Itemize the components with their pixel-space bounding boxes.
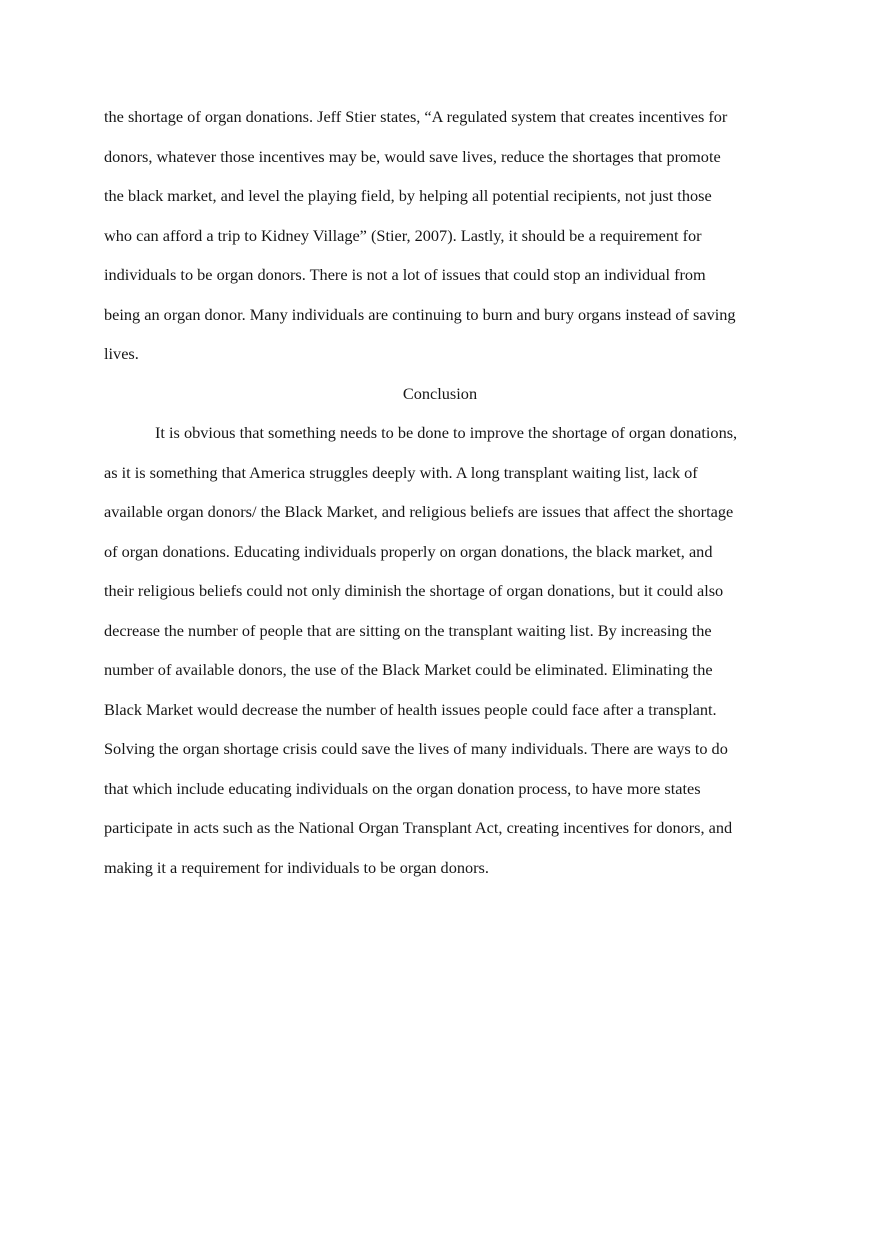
- text-line: being an organ donor. Many individuals are continuing to burn and bury organs instead of saving: [104, 304, 736, 324]
- text-line: individuals to be organ donors. There is not a lot of issues that could stop an individual from: [104, 265, 706, 284]
- text-line: the black market, and level the playing field, by helping all potential recipients, not just those: [104, 186, 712, 205]
- text-line: their religious beliefs could not only diminish the shortage of organ donations, but it could also: [104, 581, 724, 600]
- continued-paragraph: [104, 97, 776, 374]
- text-line: It is obvious that something needs to be done to improve the shortage of organ donations,: [155, 423, 738, 442]
- text-line: making it a requirement for individuals to be organ donors.: [104, 857, 489, 877]
- conclusion-paragraph: [104, 413, 776, 887]
- text-line: the shortage of organ donations. Jeff Stier states, “A regulated system that creates incentives for: [104, 107, 728, 126]
- text-line: donors, whatever those incentives may be, would save lives, reduce the shortages that promote: [104, 146, 721, 166]
- text-line: participate in acts such as the National Organ Transplant Act, creating incentives for donors, and: [104, 818, 733, 837]
- text-line: Black Market would decrease the number of health issues people could face after a transplant.: [104, 699, 717, 719]
- text-line: number of available donors, the use of the Black Market could be eliminated. Eliminating the: [104, 660, 713, 679]
- text-line: decrease the number of people that are sitting on the transplant waiting list. By increasing the: [104, 620, 712, 640]
- section-heading: Conclusion: [402, 383, 478, 403]
- text-line: lives.: [104, 344, 139, 363]
- text-line: who can afford a trip to Kidney Village” (Stier, 2007). Lastly, it should be a requirement for: [104, 225, 702, 245]
- text-line: that which include educating individuals on the organ donation process, to have more states: [104, 778, 701, 798]
- text-line: Solving the organ shortage crisis could save the lives of many individuals. There are ways to do: [104, 739, 728, 758]
- text-line: as it is something that America struggles deeply with. A long transplant waiting list, lack of: [104, 462, 698, 482]
- document-body: [104, 97, 776, 887]
- text-line: of organ donations. Educating individuals properly on organ donations, the black market, and: [104, 541, 713, 561]
- text-line: available organ donors/ the Black Market, and religious beliefs are issues that affect the shortage: [104, 502, 734, 521]
